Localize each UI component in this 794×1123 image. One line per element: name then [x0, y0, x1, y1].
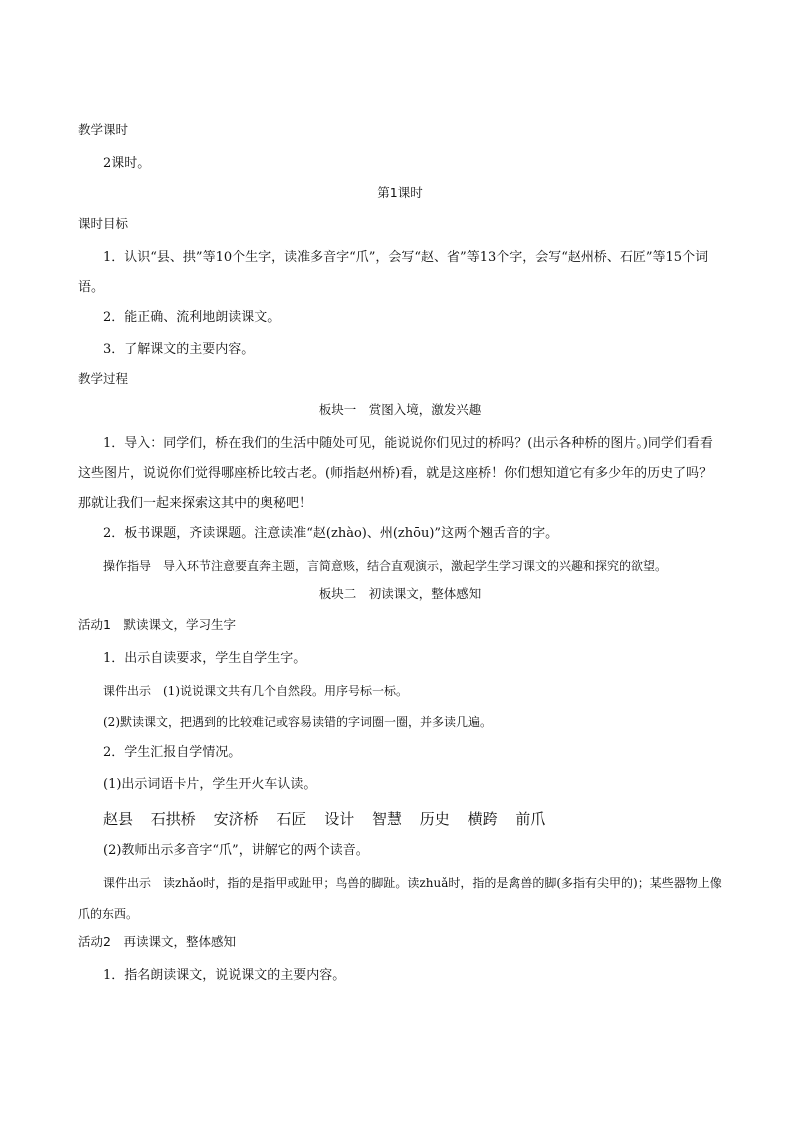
activity1-paragraph: 2．学生汇报自学情况。 — [103, 745, 242, 760]
activity2-paragraph: 1．指名朗读课文，说说课文的主要内容。 — [103, 968, 346, 983]
block1-title: 板块一 赏图入境，激发兴趣 — [318, 402, 482, 417]
vocab-word: 石匠 — [276, 810, 307, 828]
courseware-note: (2)默读课文，把遇到的比较难记或容易读错的字词圈一圈，并多读几遍。 — [103, 715, 493, 729]
activity1-paragraph: (1)出示词语卡片，学生开火车认读。 — [103, 777, 317, 792]
vocab-word: 智慧 — [371, 810, 402, 828]
section-process: 教学过程 — [78, 371, 129, 386]
activity1-paragraph: 1．出示自读要求，学生自学生字。 — [103, 651, 307, 666]
vocab-word: 赵县 — [103, 810, 134, 828]
goal-item: 3．了解课文的主要内容。 — [103, 342, 255, 357]
lesson-plan-page — [78, 118, 722, 993]
vocab-word: 历史 — [419, 810, 450, 828]
courseware-note: 课件出示 读zhǎo时，指的是指甲或趾甲；鸟兽的脚趾。读zhuǎ时，指的是禽兽的脚(多指有尖甲的)；某些器物上像爪的东西。 — [78, 876, 722, 921]
block1-paragraph: 2．板书课题，齐读课题。注意读准“赵(zhào)、州(zhōu)”这两个翘舌音的字。 — [103, 526, 559, 541]
block1-operation-note: 操作指导 导入环节注意要直奔主题，言简意赅，结合直观演示，激起学生学习课文的兴趣和探究的欲望。 — [103, 559, 668, 573]
activity2-title: 活动2 再读课文，整体感知 — [78, 934, 236, 949]
activity1-paragraph: (2)教师出示多音字“爪”，讲解它的两个读音。 — [103, 843, 369, 858]
block1-paragraph: 1．导入：同学们，桥在我们的生活中随处可见，能说说你们见过的桥吗？(出示各种桥的图片。)同学们看看这些图片，说说你们觉得哪座桥比较古老。(师指赵州桥)看，就是这座桥！你们想知道它有多少年的历史了吗？那就让我们一起来探索这其中的奥秘吧！ — [78, 436, 713, 511]
vocab-word: 设计 — [324, 810, 355, 828]
section-goals: 课时目标 — [78, 216, 129, 231]
vocab-word: 前爪 — [515, 810, 546, 828]
block2-title: 板块二 初读课文，整体感知 — [318, 586, 482, 601]
courseware-note: 课件出示 (1)说说课文共有几个自然段。用序号标一标。 — [103, 684, 409, 698]
teaching-time-value: 2课时。 — [103, 156, 151, 171]
lesson-title: 第1课时 — [377, 185, 423, 200]
section-teaching-time: 教学课时 — [78, 122, 129, 137]
vocab-word: 横跨 — [467, 810, 498, 828]
vocabulary-card-list — [78, 802, 722, 836]
goal-item: 2．能正确、流利地朗读课文。 — [103, 310, 281, 325]
goal-item: 1．认识“县、拱”等10个生字，读准多音字“爪”，会写“赵、省”等13个字，会写“赵州桥、石匠”等15个词语。 — [78, 250, 709, 295]
vocab-word: 石拱桥 — [150, 810, 196, 828]
activity1-title: 活动1 默读课文，学习生字 — [78, 617, 236, 632]
vocab-word: 安济桥 — [213, 810, 259, 828]
